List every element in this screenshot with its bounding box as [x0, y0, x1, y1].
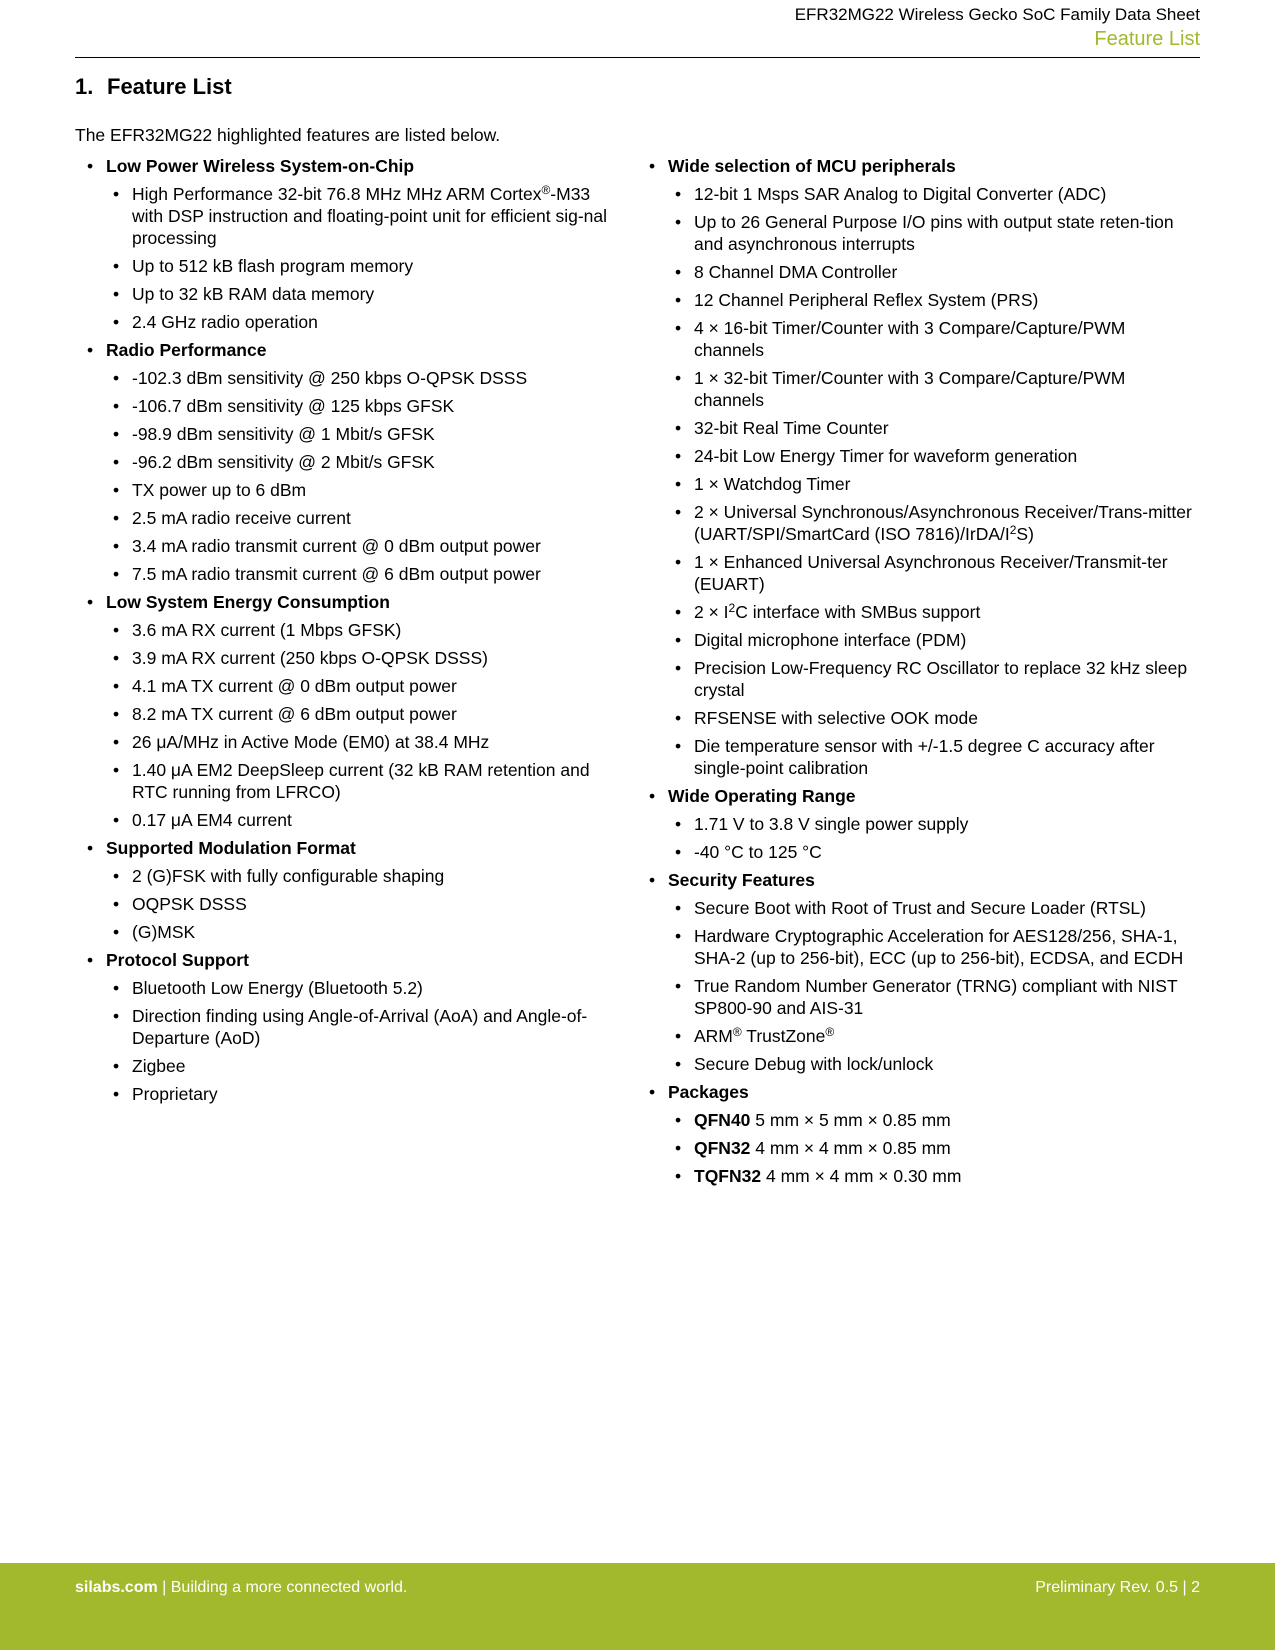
bullet-icon: • — [87, 838, 94, 858]
feature-text: -106.7 dBm sensitivity @ 125 kbps GFSK — [132, 396, 455, 416]
feature-text: 2 × Universal Synchronous/Asynchronous Receiver/Trans-mitter (UART/SPI/SmartCard (ISO 7816)/IrDA/I — [694, 502, 1192, 544]
bullet-icon: • — [649, 870, 656, 890]
feature-list — [106, 977, 617, 1105]
bullet-icon: • — [675, 658, 682, 678]
feature-item — [106, 731, 617, 753]
feature-list — [668, 183, 1195, 779]
intro-text: The EFR32MG22 highlighted features are listed below. — [75, 125, 501, 145]
bullet-icon: • — [113, 620, 120, 640]
bullet-icon: • — [113, 256, 120, 276]
feature-item — [106, 183, 617, 249]
feature-text: Die temperature sensor with +/-1.5 degree C accuracy after single-point calibration — [694, 736, 1155, 778]
feature-group — [649, 1081, 1195, 1187]
feature-group-title: Radio Performance — [106, 340, 267, 360]
feature-text: 4 mm × 4 mm × 0.30 mm — [761, 1166, 962, 1186]
feature-text: -40 °C to 125 °C — [694, 842, 822, 862]
superscript: 2 — [728, 601, 736, 615]
feature-group — [87, 949, 617, 1105]
feature-text: Secure Boot with Root of Trust and Secure Loader (RTSL) — [694, 898, 1146, 918]
feature-list — [106, 183, 617, 333]
feature-item — [106, 283, 617, 305]
feature-text: -96.2 dBm sensitivity @ 2 Mbit/s GFSK — [132, 452, 435, 472]
feature-item — [668, 1025, 1195, 1047]
bullet-icon: • — [675, 290, 682, 310]
bullet-icon: • — [649, 1082, 656, 1102]
feature-text: C interface with SMBus support — [735, 602, 981, 622]
feature-text: -M33 with DSP instruction and floating-point unit for efficient sig-nal processing — [132, 184, 608, 248]
feature-text: 5 mm × 5 mm × 0.85 mm — [750, 1110, 951, 1130]
feature-item — [106, 255, 617, 277]
feature-item — [106, 921, 617, 943]
bullet-icon: • — [87, 156, 94, 176]
feature-item — [106, 451, 617, 473]
feature-item — [668, 367, 1195, 411]
bullet-icon: • — [675, 1026, 682, 1046]
superscript: 2 — [1009, 523, 1017, 537]
feature-text: 24-bit Low Energy Timer for waveform generation — [694, 446, 1078, 466]
bullet-icon: • — [87, 592, 94, 612]
bullet-icon: • — [113, 396, 120, 416]
bullet-icon: • — [675, 318, 682, 338]
feature-item — [668, 925, 1195, 969]
feature-group — [87, 837, 617, 943]
bullet-icon: • — [113, 704, 120, 724]
feature-item — [106, 647, 617, 669]
footer-slogan: | Building a more connected world. — [157, 1579, 408, 1596]
feature-text: S) — [1016, 524, 1034, 544]
feature-list — [106, 865, 617, 943]
bullet-icon: • — [113, 676, 120, 696]
feature-item — [106, 865, 617, 887]
feature-item — [668, 657, 1195, 701]
feature-text: Digital microphone interface (PDM) — [694, 630, 967, 650]
feature-item — [106, 563, 617, 585]
feature-item — [668, 601, 1195, 623]
feature-item — [668, 1137, 1195, 1159]
feature-group-title: Protocol Support — [106, 950, 249, 970]
bullet-icon: • — [675, 976, 682, 996]
feature-group-title: Wide selection of MCU peripherals — [668, 156, 956, 176]
feature-item — [106, 423, 617, 445]
bullet-icon: • — [113, 810, 120, 830]
feature-item — [106, 703, 617, 725]
right-feature-column — [649, 155, 1195, 1193]
feature-item — [668, 417, 1195, 439]
feature-text: Proprietary — [132, 1084, 218, 1104]
feature-list — [668, 813, 1195, 863]
bullet-icon: • — [675, 1054, 682, 1074]
feature-group — [87, 339, 617, 585]
feature-text: 2 (G)FSK with fully configurable shaping — [132, 866, 445, 886]
feature-item — [668, 289, 1195, 311]
feature-text: 4 × 16-bit Timer/Counter with 3 Compare/Capture/PWM channels — [694, 318, 1126, 360]
feature-group — [87, 591, 617, 831]
feature-group — [87, 155, 617, 333]
feature-text: 0.17 μA EM4 current — [132, 810, 292, 830]
feature-item — [106, 535, 617, 557]
page-header — [75, 4, 1200, 58]
feature-item — [106, 479, 617, 501]
feature-group-title: Supported Modulation Format — [106, 838, 356, 858]
feature-text: OQPSK DSSS — [132, 894, 247, 914]
bullet-icon: • — [675, 446, 682, 466]
left-feature-column — [87, 155, 617, 1111]
feature-item — [668, 211, 1195, 255]
bullet-icon: • — [675, 262, 682, 282]
feature-item — [668, 735, 1195, 779]
feature-item — [106, 675, 617, 697]
feature-text: Secure Debug with lock/unlock — [694, 1054, 934, 1074]
feature-item — [106, 367, 617, 389]
feature-text: (G)MSK — [132, 922, 196, 942]
feature-text: TX power up to 6 dBm — [132, 480, 307, 500]
feature-text: 32-bit Real Time Counter — [694, 418, 889, 438]
feature-text: 4 mm × 4 mm × 0.85 mm — [750, 1138, 951, 1158]
feature-item — [106, 1055, 617, 1077]
bullet-icon: • — [113, 1056, 120, 1076]
bullet-icon: • — [113, 508, 120, 528]
bullet-icon: • — [675, 814, 682, 834]
feature-item — [668, 629, 1195, 651]
bullet-icon: • — [113, 1006, 120, 1026]
feature-text: 1.71 V to 3.8 V single power supply — [694, 814, 969, 834]
bullet-icon: • — [113, 894, 120, 914]
superscript: ® — [541, 183, 551, 197]
feature-item — [106, 893, 617, 915]
feature-text: Bluetooth Low Energy (Bluetooth 5.2) — [132, 978, 423, 998]
bullet-icon: • — [113, 922, 120, 942]
feature-item — [106, 1083, 617, 1105]
bullet-icon: • — [675, 212, 682, 232]
feature-group-title: Packages — [668, 1082, 749, 1102]
feature-text: True Random Number Generator (TRNG) compliant with NIST SP800-90 and AIS-31 — [694, 976, 1178, 1018]
feature-text: 1 × Watchdog Timer — [694, 474, 851, 494]
bullet-icon: • — [649, 156, 656, 176]
feature-group-title: Low Power Wireless System-on-Chip — [106, 156, 415, 176]
bullet-icon: • — [675, 926, 682, 946]
feature-text: 2.5 mA radio receive current — [132, 508, 351, 528]
feature-text: Precision Low-Frequency RC Oscillator to replace 32 kHz sleep crystal — [694, 658, 1188, 700]
feature-item — [106, 507, 617, 529]
feature-item — [668, 473, 1195, 495]
feature-list — [668, 897, 1195, 1075]
bullet-icon: • — [113, 978, 120, 998]
feature-item — [668, 1109, 1195, 1131]
feature-item — [106, 1005, 617, 1049]
feature-text: 3.4 mA radio transmit current @ 0 dBm output power — [132, 536, 541, 556]
feature-group — [649, 785, 1195, 863]
feature-item — [668, 261, 1195, 283]
feature-text: 3.6 mA RX current (1 Mbps GFSK) — [132, 620, 402, 640]
feature-text: Up to 512 kB flash program memory — [132, 256, 414, 276]
bullet-icon: • — [113, 424, 120, 444]
footer-site-link[interactable]: silabs.com — [75, 1579, 158, 1596]
feature-item — [668, 841, 1195, 863]
bullet-icon: • — [87, 340, 94, 360]
bullet-icon: • — [113, 536, 120, 556]
page-footer — [0, 1563, 1275, 1650]
feature-item — [668, 707, 1195, 729]
feature-group — [649, 869, 1195, 1075]
bullet-icon: • — [113, 452, 120, 472]
feature-item — [106, 809, 617, 831]
header-section-title: Feature List — [1094, 28, 1200, 50]
bullet-icon: • — [113, 648, 120, 668]
bullet-icon: • — [675, 1110, 682, 1130]
feature-group-title: Wide Operating Range — [668, 786, 856, 806]
feature-text: Up to 26 General Purpose I/O pins with output state reten-tion and asynchronous interrupts — [694, 212, 1174, 254]
feature-item — [668, 813, 1195, 835]
feature-text: 2.4 GHz radio operation — [132, 312, 318, 332]
feature-group — [649, 155, 1195, 779]
package-name: QFN32 — [694, 1138, 751, 1158]
feature-text: 2 × I — [694, 602, 729, 622]
section-heading — [75, 72, 232, 102]
feature-text: Up to 32 kB RAM data memory — [132, 284, 375, 304]
bullet-icon: • — [675, 842, 682, 862]
feature-group-title: Security Features — [668, 870, 815, 890]
feature-text: 7.5 mA radio transmit current @ 6 dBm output power — [132, 564, 541, 584]
feature-text: 1.40 μA EM2 DeepSleep current (32 kB RAM retention and RTC running from LFRCO) — [132, 760, 590, 802]
bullet-icon: • — [675, 184, 682, 204]
section-title: Feature List — [107, 74, 232, 99]
feature-text: Zigbee — [132, 1056, 186, 1076]
feature-item — [668, 317, 1195, 361]
package-name: TQFN32 — [694, 1166, 762, 1186]
feature-item — [668, 1053, 1195, 1075]
feature-item — [106, 977, 617, 999]
feature-text: Hardware Cryptographic Acceleration for AES128/256, SHA-1, SHA-2 (up to 256-bit), ECC (up to 256-bit), ECDSA, and ECDH — [694, 926, 1184, 968]
feature-item — [106, 311, 617, 333]
bullet-icon: • — [113, 312, 120, 332]
bullet-icon: • — [113, 184, 120, 204]
bullet-icon: • — [675, 602, 682, 622]
feature-list — [668, 1109, 1195, 1187]
feature-list — [106, 367, 617, 585]
feature-text: -98.9 dBm sensitivity @ 1 Mbit/s GFSK — [132, 424, 435, 444]
feature-item — [106, 619, 617, 641]
feature-item — [668, 1165, 1195, 1187]
feature-text: TrustZone — [741, 1026, 826, 1046]
feature-text: ARM — [694, 1026, 733, 1046]
bullet-icon: • — [113, 368, 120, 388]
superscript: ® — [732, 1025, 742, 1039]
bullet-icon: • — [87, 950, 94, 970]
package-name: QFN40 — [694, 1110, 751, 1130]
feature-text: 3.9 mA RX current (250 kbps O-QPSK DSSS) — [132, 648, 488, 668]
bullet-icon: • — [675, 1166, 682, 1186]
feature-text: 1 × Enhanced Universal Asynchronous Receiver/Transmit-ter (EUART) — [694, 552, 1168, 594]
feature-text: 1 × 32-bit Timer/Counter with 3 Compare/Capture/PWM channels — [694, 368, 1126, 410]
feature-text: 8 Channel DMA Controller — [694, 262, 898, 282]
bullet-icon: • — [675, 368, 682, 388]
feature-text: High Performance 32-bit 76.8 MHz MHz ARM Cortex — [132, 184, 542, 204]
feature-text: 8.2 mA TX current @ 6 dBm output power — [132, 704, 457, 724]
feature-item — [668, 501, 1195, 545]
bullet-icon: • — [675, 898, 682, 918]
footer-revision: Preliminary Rev. 0.5 | 2 — [1035, 1579, 1200, 1596]
feature-text: RFSENSE with selective OOK mode — [694, 708, 978, 728]
bullet-icon: • — [113, 480, 120, 500]
feature-item — [668, 897, 1195, 919]
feature-text: -102.3 dBm sensitivity @ 250 kbps O-QPSK DSSS — [132, 368, 528, 388]
bullet-icon: • — [675, 630, 682, 650]
feature-group-title: Low System Energy Consumption — [106, 592, 390, 612]
section-number: 1. — [75, 74, 94, 99]
bullet-icon: • — [113, 284, 120, 304]
bullet-icon: • — [113, 866, 120, 886]
bullet-icon: • — [675, 418, 682, 438]
bullet-icon: • — [675, 474, 682, 494]
bullet-icon: • — [113, 564, 120, 584]
bullet-icon: • — [675, 502, 682, 522]
feature-item — [668, 551, 1195, 595]
bullet-icon: • — [675, 552, 682, 572]
bullet-icon: • — [649, 786, 656, 806]
feature-item — [106, 759, 617, 803]
feature-text: Direction finding using Angle-of-Arrival (AoA) and Angle-of-Departure (AoD) — [132, 1006, 588, 1048]
bullet-icon: • — [113, 760, 120, 780]
feature-text: 4.1 mA TX current @ 0 dBm output power — [132, 676, 457, 696]
feature-text: 26 μA/MHz in Active Mode (EM0) at 38.4 MHz — [132, 732, 490, 752]
feature-list — [106, 619, 617, 831]
bullet-icon: • — [113, 1084, 120, 1104]
feature-item — [668, 183, 1195, 205]
bullet-icon: • — [675, 1138, 682, 1158]
feature-item — [668, 975, 1195, 1019]
bullet-icon: • — [675, 708, 682, 728]
feature-item — [106, 395, 617, 417]
feature-item — [668, 445, 1195, 467]
feature-text: 12 Channel Peripheral Reflex System (PRS) — [694, 290, 1039, 310]
bullet-icon: • — [113, 732, 120, 752]
superscript: ® — [825, 1025, 835, 1039]
bullet-icon: • — [675, 736, 682, 756]
doc-title: EFR32MG22 Wireless Gecko SoC Family Data Sheet — [794, 5, 1200, 24]
feature-text: 12-bit 1 Msps SAR Analog to Digital Converter (ADC) — [694, 184, 1107, 204]
